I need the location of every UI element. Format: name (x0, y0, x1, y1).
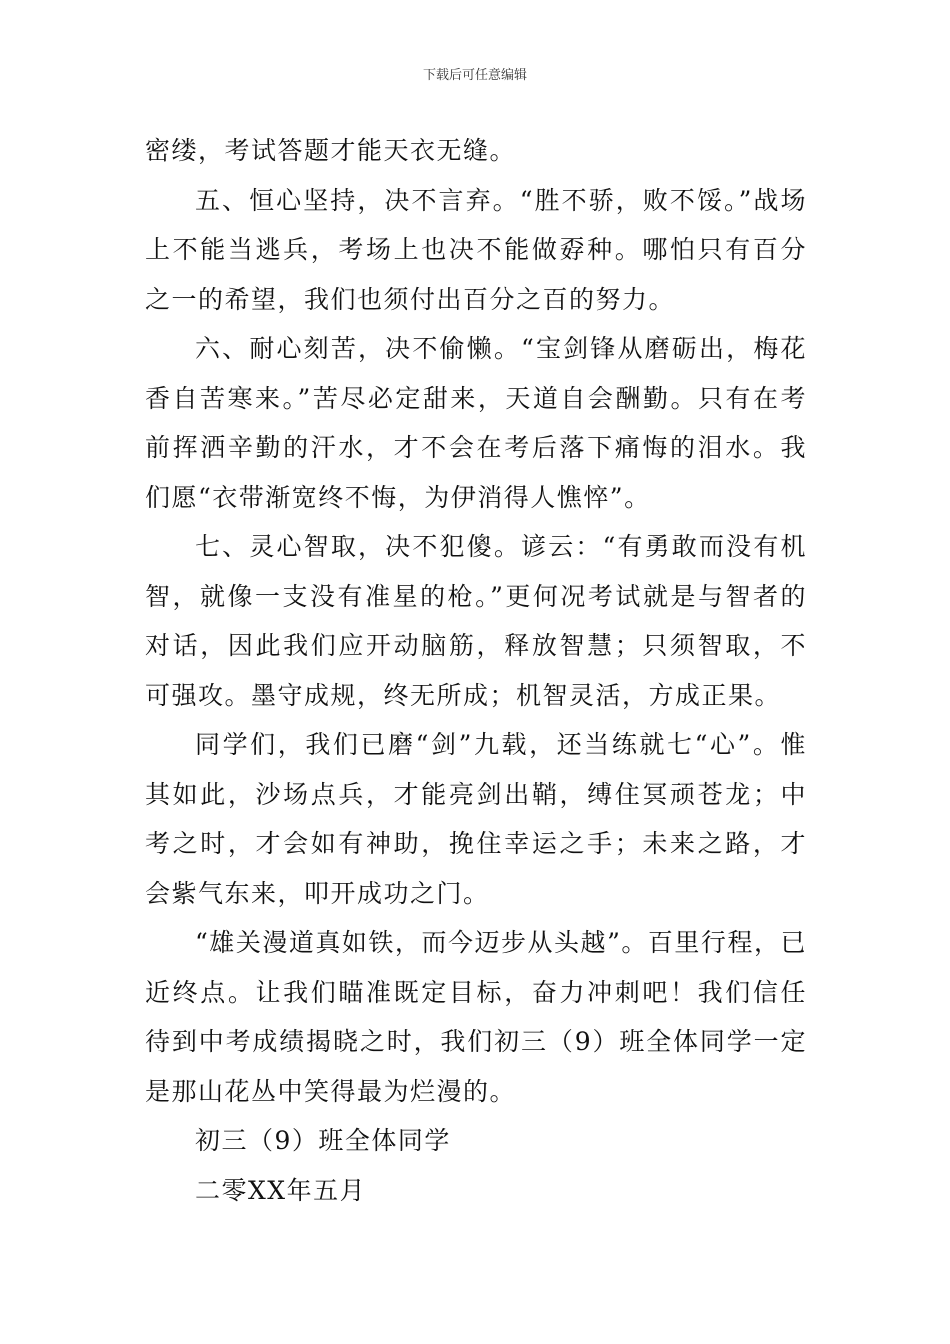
paragraph-point-seven: 七、灵心智取，决不犯傻。谚云：“有勇敢而没有机智，就像一支没有准星的枪。”更何况考试就是与智者的对话，因此我们应开动脑筋，释放智慧；只须智取，不可强攻。墨守成规，终无所成；机智灵活，方成正果。 (145, 532, 807, 710)
paragraph-continuation: 密缕，考试答题才能天衣无缝。 (145, 136, 517, 165)
document-body (145, 126, 807, 1215)
signature-date: 二零XX年五月 (195, 1175, 367, 1205)
paragraph-classmates: 同学们，我们已磨“剑”九载，还当练就七“心”。惟其如此，沙场点兵，才能亮剑出鞘，缚住冥顽苍龙；中考之时，才会如有神助，挽住幸运之手；未来之路，才会紫气东来，叩开成功之门。 (145, 730, 807, 908)
signature-class: 初三（9）班全体同学 (195, 1126, 451, 1155)
paragraph-point-five: 五、恒心坚持，决不言弃。“胜不骄，败不馁。”战场上不能当逃兵，考场上也决不能做孬种。哪怕只有百分之一的希望，我们也须付出百分之百的努力。 (145, 185, 807, 314)
paragraph-closing: “雄关漫道真如铁，而今迈步从头越”。百里行程，已近终点。让我们瞄准既定目标，奋力冲刺吧！我们信任待到中考成绩揭晓之时，我们初三（9）班全体同学一定是那山花丛中笑得最为烂漫的。 (145, 928, 807, 1106)
page-header: 下载后可任意编辑 (422, 68, 527, 83)
paragraph-point-six: 六、耐心刻苦，决不偷懒。“宝剑锋从磨砺出，梅花香自苦寒来。”苦尽必定甜来，天道自会酬勤。只有在考前挥洒辛勤的汗水，才不会在考后落下痛悔的泪水。我们愿“衣带渐宽终不悔，为伊消得人憔悴”。 (145, 334, 807, 512)
